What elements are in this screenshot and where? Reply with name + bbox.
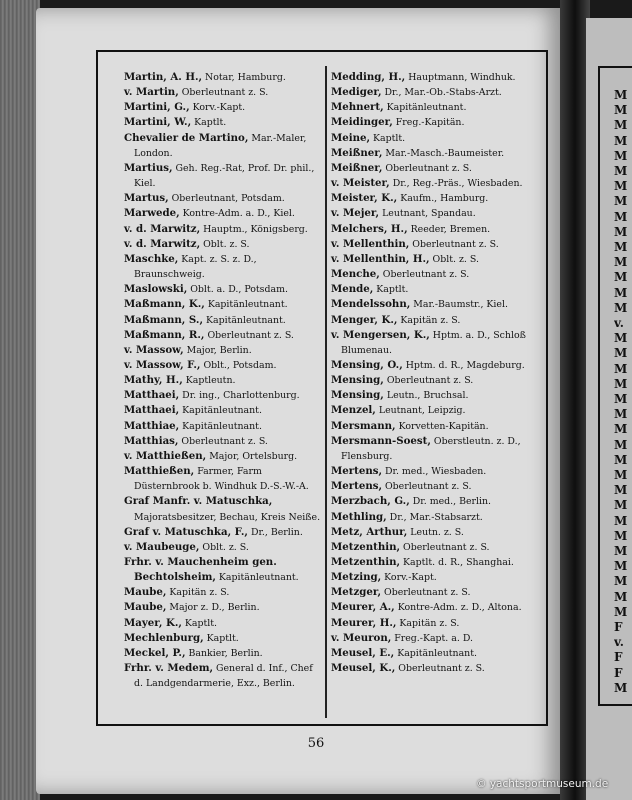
entry-detail: Major, Berlin. <box>183 344 252 356</box>
entry-detail: Mar.-Baumstr., Kiel. <box>410 299 508 311</box>
entry-detail: Hptm. d. R., Magdeburg. <box>402 359 525 371</box>
directory-entry <box>331 646 541 661</box>
entry-name: Mechlenburg, <box>124 631 204 644</box>
entry-name: v. Mellenthin, <box>331 237 410 250</box>
entry-name: Matthias, <box>124 434 179 447</box>
entry-detail: Kapitänleutnant. <box>215 572 299 584</box>
right-page-fragment: M <box>614 103 628 118</box>
entry-name: Meine, <box>331 131 371 144</box>
directory-entry <box>124 282 322 297</box>
directory-entry <box>124 85 322 100</box>
entry-detail: Oberleutnant z. S. <box>178 435 268 447</box>
directory-entry <box>331 176 541 191</box>
directory-entry <box>331 373 541 388</box>
right-page-fragment: M <box>614 376 628 391</box>
directory-entry <box>331 464 541 479</box>
entry-detail: Oberleutnant, Potsdam. <box>168 193 285 205</box>
right-page-fragment: M <box>614 498 628 513</box>
page-number: 56 <box>307 736 325 751</box>
entry-detail: Oberleutnant z. S. <box>395 663 485 675</box>
directory-entry <box>331 419 541 434</box>
right-page-fragment: F <box>614 620 623 634</box>
right-page-fragment: M <box>614 513 628 528</box>
directory-entry <box>124 403 322 418</box>
entry-detail: Dr. ing., Charlottenburg. <box>179 390 300 402</box>
entry-name: Mensing, <box>331 389 384 402</box>
directory-entry <box>331 510 541 525</box>
directory-entry <box>124 115 322 130</box>
entry-name: Menche, <box>331 268 380 281</box>
entry-detail: Majoratsbesitzer, Bechau, Kreis Neiße. <box>134 511 321 523</box>
entry-name: v. Martin, <box>124 86 179 99</box>
right-page-fragment: M <box>614 194 628 209</box>
entry-detail: Notar, Hamburg. <box>202 72 286 83</box>
entry-detail: Major z. D., Berlin. <box>166 602 260 614</box>
entry-name: Mayer, K., <box>124 616 182 629</box>
directory-entry <box>124 449 322 464</box>
entry-name: Martus, <box>124 192 169 205</box>
entry-name: Maschke, <box>124 252 179 265</box>
entry-detail: Oblt. a. D., Potsdam. <box>187 284 288 296</box>
entry-detail: Mar.-Maler, London. <box>134 132 307 159</box>
right-page-fragment: M <box>614 589 628 604</box>
entry-detail: Korv.-Kapt. <box>381 572 437 584</box>
left-column <box>124 70 322 691</box>
directory-entry <box>124 661 322 691</box>
directory-entry <box>331 115 541 130</box>
entry-name: Meusel, K., <box>331 662 396 675</box>
right-page-fragment: M <box>614 346 628 361</box>
directory-entry <box>331 388 541 403</box>
directory-entry <box>331 358 541 373</box>
entry-detail: Oberleutnant z. S. <box>382 481 472 493</box>
directory-entry <box>124 631 322 646</box>
entry-detail: Hauptm., Königsberg. <box>200 223 308 235</box>
right-page-fragment: M <box>614 133 628 148</box>
directory-entry <box>124 646 322 661</box>
entry-name: Mensing, <box>331 374 384 387</box>
entry-name: Mende, <box>331 283 374 296</box>
entry-name: Frhr. v. Mauchenheim gen. Bechtolsheim, <box>124 556 277 584</box>
entry-name: Merzbach, G., <box>331 495 410 508</box>
entry-detail: Farmer, Farm Düsternbrook b. Windhuk D.-S.-W.-A. <box>134 466 309 493</box>
entry-detail: Oberleutnant z. S. <box>204 329 294 341</box>
entry-detail: Oblt. z. S. <box>200 238 250 250</box>
entry-detail: Reeder, Bremen. <box>407 223 491 235</box>
entry-name: Methling, <box>331 510 387 523</box>
directory-entry <box>124 555 322 585</box>
entry-name: Matthaei, <box>124 389 180 402</box>
entry-detail: Kapitän z. S. <box>166 587 230 599</box>
entry-name: v. Mellenthin, H., <box>331 252 430 265</box>
right-page-fragment: M <box>614 255 628 270</box>
directory-entry <box>124 222 322 237</box>
directory-entry <box>331 540 541 555</box>
right-page-fragment: M <box>614 118 628 133</box>
entry-detail: Freg.-Kapitän. <box>392 117 465 129</box>
directory-entry <box>331 328 541 358</box>
entry-name: Meurer, A., <box>331 601 395 614</box>
right-page-fragment: F <box>614 665 623 680</box>
entry-detail: Kaptlt. <box>181 617 218 629</box>
right-page-fragment: M <box>614 528 628 543</box>
directory-entry <box>124 313 322 328</box>
entry-name: Maßmann, R., <box>124 328 205 341</box>
entry-detail: Leutnant, Leipzig. <box>375 405 466 417</box>
entry-detail: Dr., Mar.-Ob.-Stabs-Arzt. <box>381 87 502 99</box>
entry-detail: Kaufm., Hamburg. <box>397 193 489 205</box>
entry-detail: Oberleutnant z. S. <box>381 587 471 599</box>
entry-name: Mensing, O., <box>331 358 403 371</box>
entry-name: v. Mengersen, K., <box>331 328 430 341</box>
directory-entry <box>124 206 322 221</box>
entry-name: Chevalier de Martino, <box>124 131 249 144</box>
entry-name: v. Meister, <box>331 177 390 190</box>
right-page-fragment: M <box>614 179 628 194</box>
entry-detail: Kaptlt. d. R., Shanghai. <box>400 557 514 568</box>
directory-entry <box>124 70 322 85</box>
entry-name: Matthießen, <box>124 465 195 478</box>
entry-detail: Oberleutnant z. S. <box>409 238 499 250</box>
directory-entry <box>331 146 541 161</box>
right-page-fragment: M <box>614 544 628 558</box>
entry-name: Menger, K., <box>331 313 398 326</box>
entry-name: Metzenthin, <box>331 556 401 568</box>
right-page-fragment: M <box>614 483 628 498</box>
entry-detail: Kontre-Adm. a. D., Kiel. <box>179 208 295 220</box>
entry-detail: Dr., Reg.-Präs., Wiesbaden. <box>389 178 523 190</box>
entry-name: v. Maubeuge, <box>124 540 200 553</box>
right-column <box>331 70 541 676</box>
column-divider <box>325 66 327 718</box>
directory-entry <box>331 616 541 631</box>
right-page-fragment: v. <box>614 635 624 650</box>
right-page-fragment: F <box>614 650 623 665</box>
entry-detail: Leutn. z. S. <box>407 526 464 538</box>
right-page-fragment: M <box>614 270 628 285</box>
right-page-fragment: M <box>614 452 628 467</box>
entry-name: Melchers, H., <box>331 222 408 235</box>
entry-detail: Kaptlt. <box>191 117 227 129</box>
entry-detail: Oblt. z. S. <box>199 541 249 553</box>
entry-detail: Mar.-Masch.-Baumeister. <box>382 147 505 159</box>
directory-entry <box>331 267 541 282</box>
right-page-fragment: M <box>614 559 628 574</box>
directory-entry <box>124 252 322 282</box>
entry-detail: Kaptlt. <box>373 284 409 296</box>
directory-entry <box>331 252 541 267</box>
directory-entry <box>124 494 322 524</box>
directory-entry <box>331 100 541 115</box>
entry-detail: Kapitänleutnant. <box>394 647 477 659</box>
entry-detail: Oberleutnant z. S. <box>383 375 474 387</box>
entry-name: Meckel, P., <box>124 646 186 659</box>
entry-name: Medding, H., <box>331 71 406 83</box>
entry-name: Matthiae, <box>124 419 180 432</box>
entry-detail: Kapitänleutnant. <box>383 102 467 114</box>
entry-name: Marwede, <box>124 207 180 220</box>
directory-entry <box>124 100 322 115</box>
entry-detail: Kaptleutn. <box>182 375 236 387</box>
entry-name: v. d. Marwitz, <box>124 237 201 250</box>
entry-detail: Leutnant, Spandau. <box>379 208 476 220</box>
entry-detail: Freg.-Kapt. a. D. <box>391 632 473 644</box>
entry-name: Meister, K., <box>331 192 398 205</box>
directory-entry <box>331 585 541 600</box>
right-page-fragment: M <box>614 468 628 482</box>
entry-detail: Dr., Berlin. <box>247 526 303 538</box>
directory-entry <box>124 161 322 191</box>
right-page-fragment: M <box>614 437 628 452</box>
right-page-fragment: M <box>614 209 628 224</box>
directory-entry <box>331 555 541 570</box>
entry-name: Meißner, <box>331 146 383 159</box>
directory-entry <box>124 358 322 373</box>
directory-entry <box>331 297 541 312</box>
entry-detail: Oberleutnant z. S. <box>382 162 472 174</box>
entry-name: Martius, <box>124 161 173 174</box>
directory-entry <box>331 70 541 85</box>
directory-entry <box>331 161 541 176</box>
directory-entry <box>124 131 322 161</box>
entry-detail: Kaptlt. <box>203 632 239 644</box>
entry-name: Mersmann, <box>331 419 396 432</box>
right-page-fragment: M <box>614 392 628 406</box>
entry-detail: Hptm. a. D., Schloß Blumenau. <box>341 329 526 356</box>
right-page-fragment: M <box>614 224 628 239</box>
directory-entry <box>331 206 541 221</box>
entry-name: v. Massow, <box>124 343 184 356</box>
watermark: © yachtsportmuseum.de <box>476 778 609 790</box>
directory-entry <box>124 297 322 312</box>
directory-entry <box>124 540 322 555</box>
entry-name: v. Massow, F., <box>124 358 201 371</box>
entry-name: Maßmann, S., <box>124 313 203 326</box>
entry-detail: Dr. med., Berlin. <box>409 496 492 508</box>
directory-entry <box>331 661 541 676</box>
entry-detail: General d. Inf., Chef d. Landgendarmerie, Exz., Berlin. <box>134 663 313 690</box>
entry-name: Frhr. v. Medem, <box>124 662 214 675</box>
right-page-fragment: M <box>614 148 628 163</box>
entry-name: Mediger, <box>331 86 382 99</box>
entry-name: Metzenthin, <box>331 540 401 553</box>
directory-entry <box>331 282 541 297</box>
entry-name: Meurer, H., <box>331 616 397 629</box>
entry-detail: Bankier, Berlin. <box>185 647 263 659</box>
directory-entry <box>124 373 322 388</box>
entry-detail: Oberleutnant z. S. <box>178 87 269 99</box>
entry-name: Meißner, <box>331 161 383 174</box>
entry-name: v. d. Marwitz, <box>124 222 201 235</box>
entry-name: Mertens, <box>331 465 383 478</box>
entry-detail: Oblt. z. S. <box>429 253 479 265</box>
directory-entry <box>331 85 541 100</box>
entry-detail: Leutn., Bruchsal. <box>383 390 469 402</box>
right-page-fragment: M <box>614 285 628 300</box>
entry-name: Mertens, <box>331 480 383 493</box>
directory-entry <box>331 191 541 206</box>
right-page-fragment: M <box>614 604 628 619</box>
entry-name: v. Meuron, <box>331 631 392 644</box>
right-page-fragment: v. <box>614 316 624 330</box>
directory-entry <box>124 434 322 449</box>
entry-detail: Korvetten-Kapitän. <box>395 420 489 432</box>
directory-entry <box>331 631 541 646</box>
entry-name: Metz, Arthur, <box>331 525 408 538</box>
entry-detail: Kapitänleutnant. <box>179 420 262 432</box>
entry-name: Mersmann-Soest, <box>331 434 431 447</box>
entry-detail: Kapitän z. S. <box>397 314 461 326</box>
book-page-edges <box>0 0 40 800</box>
directory-entry <box>331 131 541 146</box>
entry-name: Maßmann, K., <box>124 298 205 311</box>
entry-detail: Oberleutnant z. S. <box>379 269 470 281</box>
directory-entry <box>124 616 322 631</box>
directory-entry <box>331 525 541 540</box>
entry-detail: Oberstleutn. z. D., Flensburg. <box>341 435 521 462</box>
directory-entry <box>331 222 541 237</box>
right-page-fragment: M <box>614 164 628 178</box>
entry-name: Maube, <box>124 601 167 614</box>
directory-entry <box>124 525 322 540</box>
directory-entry <box>331 403 541 418</box>
directory-entry <box>124 343 322 358</box>
entry-name: Maube, <box>124 586 167 599</box>
directory-entry <box>124 388 322 403</box>
entry-detail: Kapitänleutnant. <box>203 314 286 326</box>
directory-entry <box>331 570 541 585</box>
entry-detail: Korv.-Kapt. <box>189 102 246 114</box>
entry-detail: Kapt. z. S. z. D., Braunschweig. <box>134 253 257 281</box>
entry-name: Maslowski, <box>124 283 188 296</box>
entry-name: Metzing, <box>331 571 382 584</box>
entry-detail: Dr., Mar.-Stabsarzt. <box>386 511 483 523</box>
entry-detail: Hauptmann, Windhuk. <box>405 72 516 83</box>
directory-entry <box>124 600 322 615</box>
directory-entry <box>124 328 322 343</box>
entry-name: Martin, A. H., <box>124 71 203 83</box>
directory-entry <box>331 479 541 494</box>
right-page-fragment: M <box>614 680 628 695</box>
directory-entry <box>331 313 541 328</box>
directory-entry <box>331 600 541 615</box>
directory-entry <box>124 419 322 434</box>
entry-name: Meidinger, <box>331 116 393 129</box>
right-page-fragment: M <box>614 300 628 315</box>
entry-name: Menzel, <box>331 404 376 417</box>
entry-name: Matthaei, <box>124 404 180 417</box>
right-page-fragment: M <box>614 331 628 346</box>
entry-name: Mathy, H., <box>124 374 183 387</box>
entry-detail: Oblt., Potsdam. <box>200 359 277 371</box>
directory-entry <box>124 191 322 206</box>
entry-detail: Oberleutnant z. S. <box>400 541 490 553</box>
entry-detail: Major, Ortelsburg. <box>206 450 298 462</box>
directory-entry <box>331 237 541 252</box>
directory-entry <box>124 237 322 252</box>
entry-name: v. Mejer, <box>331 207 380 220</box>
right-page-fragment: M <box>614 88 628 102</box>
directory-entry <box>331 494 541 509</box>
right-page-fragment: M <box>614 407 628 422</box>
entry-detail: Kapitän z. S. <box>396 617 460 629</box>
entry-name: Meusel, E., <box>331 646 395 659</box>
entry-detail: Kapitänleutnant. <box>179 405 262 417</box>
entry-name: Mendelssohn, <box>331 298 411 311</box>
directory-entry <box>124 585 322 600</box>
entry-detail: Geh. Reg.-Rat, Prof. Dr. phil., Kiel. <box>134 162 315 190</box>
entry-detail: Kaptlt. <box>370 132 406 144</box>
entry-name: Graf v. Matuschka, F., <box>124 525 248 538</box>
entry-name: Graf Manfr. v. Matuschka, <box>124 495 273 508</box>
entry-name: Mehnert, <box>331 101 384 114</box>
entry-name: v. Matthießen, <box>124 449 207 462</box>
right-page-fragment: M <box>614 574 628 589</box>
entry-name: Martini, G., <box>124 101 190 114</box>
right-page-fragment: M <box>614 422 628 437</box>
entry-detail: Kontre-Adm. z. D., Altona. <box>394 602 522 614</box>
entry-name: Martini, W., <box>124 116 192 129</box>
directory-entry <box>124 464 322 494</box>
right-page-fragment: M <box>614 361 628 376</box>
entry-name: Metzger, <box>331 586 382 599</box>
directory-entry <box>331 434 541 464</box>
right-page-fragment: M <box>614 240 628 254</box>
entry-detail: Kapitänleutnant. <box>204 299 288 311</box>
entry-detail: Dr. med., Wiesbaden. <box>382 466 487 478</box>
